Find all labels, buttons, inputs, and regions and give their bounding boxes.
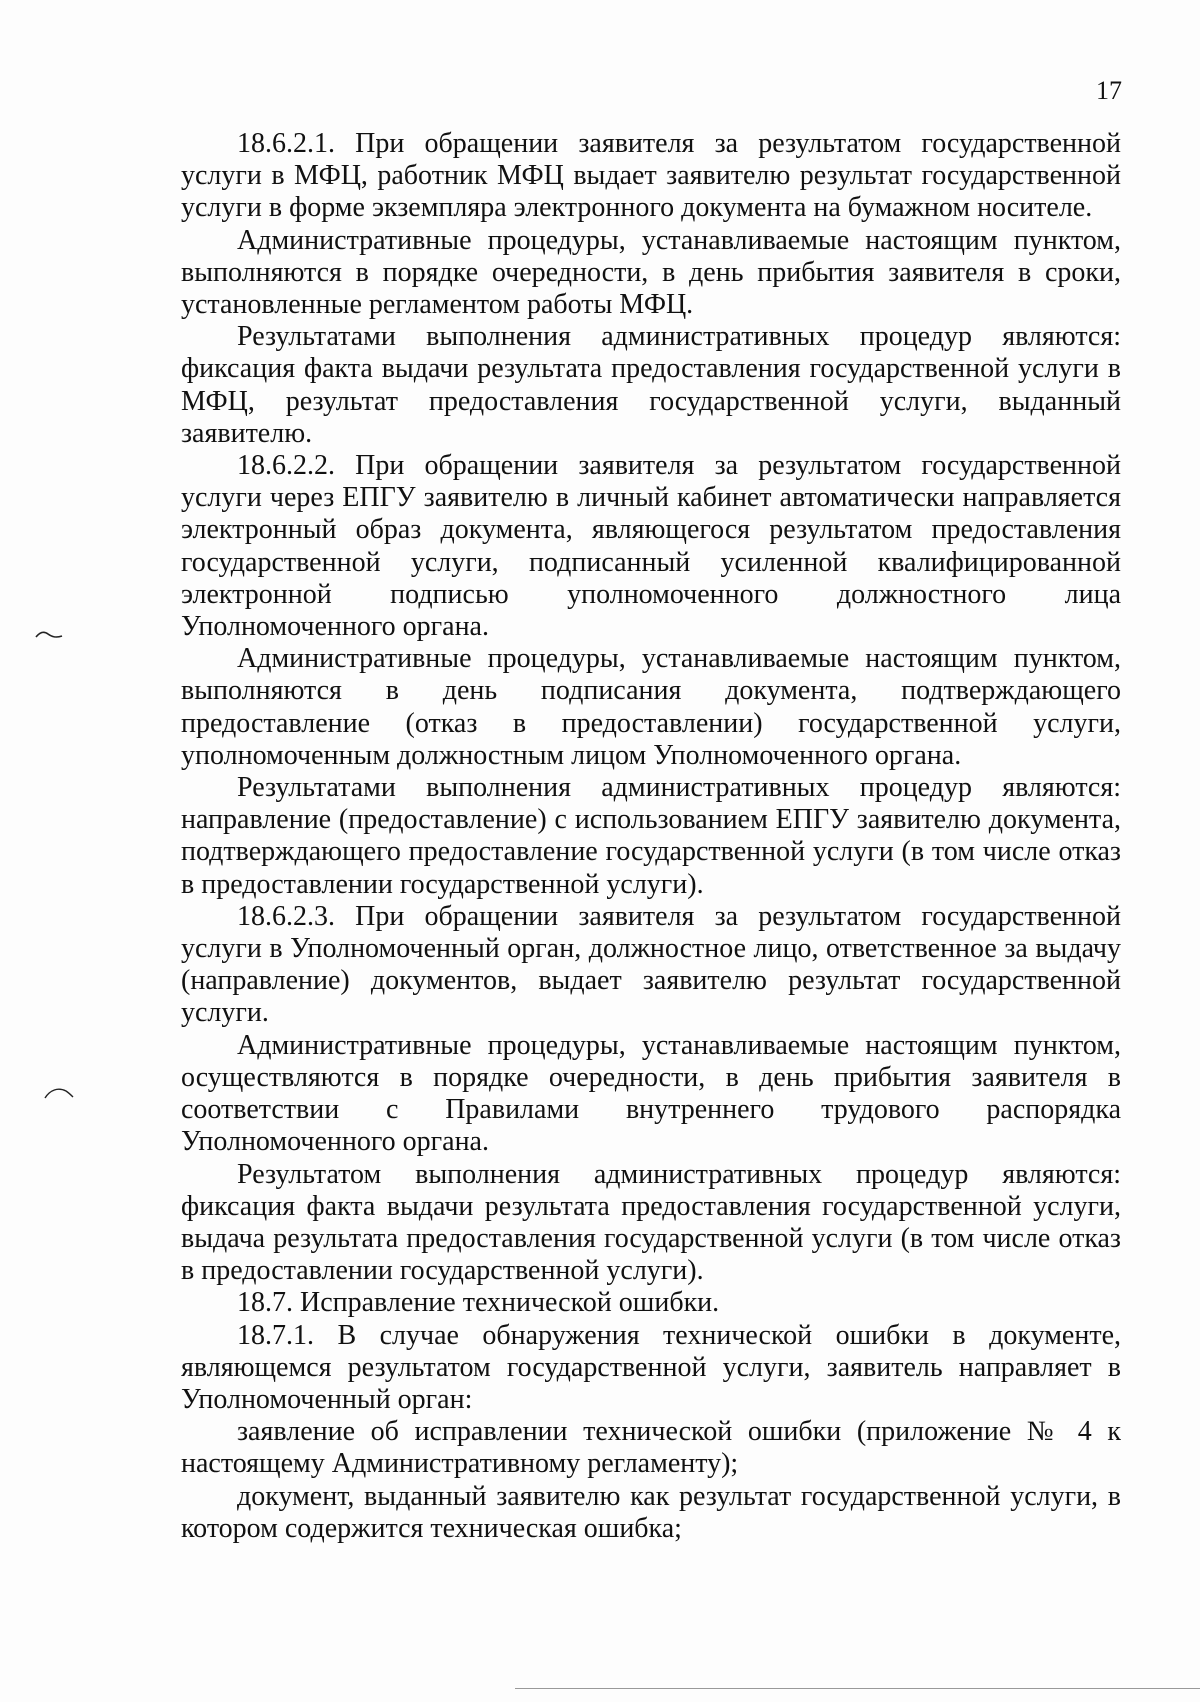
paragraph: Результатами выполнения административных процедур являются: фиксация факта выдачи результата предоставления государственной услуги в МФЦ, результат предоставления государственной услуги, выданный заявителю. bbox=[181, 321, 1121, 449]
paragraph-18-6-2-2: 18.6.2.2. При обращении заявителя за результатом государственной услуги через ЕПГУ заявителю в личный кабинет автоматически направляется электронный образ документа, являющегося результатом предоставления государственной услуги, подписанный усиленной квалифицированной электронной подписью уполномоченного должностного лица Уполномоченного органа. bbox=[181, 450, 1121, 643]
page-number: 17 bbox=[1096, 76, 1122, 105]
document-body bbox=[181, 128, 1121, 1545]
paragraph-18-6-2-1: 18.6.2.1. При обращении заявителя за результатом государственной услуги в МФЦ, работник МФЦ выдает заявителю результат государственной услуги в форме экземпляра электронного документа на бумажном носителе. bbox=[181, 128, 1121, 224]
paragraph: Результатами выполнения административных процедур являются: направление (предоставление) с использованием ЕПГУ заявителю документа, подтверждающего предоставление государственной услуги (в том числе отказ в предоставлении государственной услуги). bbox=[181, 772, 1121, 900]
paragraph: Административные процедуры, устанавливаемые настоящим пунктом, выполняются в день подписания документа, подтверждающего предоставление (отказ в предоставлении) государственной услуги, уполномоченным должностным лицом Уполномоченного органа. bbox=[181, 643, 1121, 771]
paragraph: Административные процедуры, устанавливаемые настоящим пунктом, осуществляются в порядке очередности, в день прибытия заявителя в соответствии с Правилами внутреннего трудового распорядка Уполномоченного органа. bbox=[181, 1029, 1121, 1158]
paragraph: Административные процедуры, устанавливаемые настоящим пунктом, выполняются в порядке очередности, в день прибытия заявителя в сроки, установленные регламентом работы МФЦ. bbox=[181, 224, 1121, 321]
bottom-edge-rule bbox=[515, 1688, 1200, 1689]
scan-artifact-mark bbox=[44, 1086, 74, 1100]
list-item: заявление об исправлении технической ошибки (приложение № 4 к настоящему Административному регламенту); bbox=[181, 1416, 1121, 1480]
scan-artifact-mark bbox=[34, 628, 64, 642]
list-item: документ, выданный заявителю как результат государственной услуги, в котором содержится техническая ошибка; bbox=[181, 1480, 1121, 1544]
paragraph-18-6-2-3: 18.6.2.3. При обращении заявителя за результатом государственной услуги в Уполномоченный орган, должностное лицо, ответственное за выдачу (направление) документов, выдает заявителю результат государственной услуги. bbox=[181, 900, 1121, 1029]
paragraph-18-7-1: 18.7.1. В случае обнаружения технической ошибки в документе, являющемся результатом государственной услуги, заявитель направляет в Уполномоченный орган: bbox=[181, 1319, 1121, 1415]
section-heading-18-7: 18.7. Исправление технической ошибки. bbox=[237, 1287, 720, 1319]
paragraph: Результатом выполнения административных процедур являются: фиксация факта выдачи результата предоставления государственной услуги, выдача результата предоставления государственной услуги (в том числе отказ в предоставлении государственной услуги). bbox=[181, 1158, 1121, 1287]
